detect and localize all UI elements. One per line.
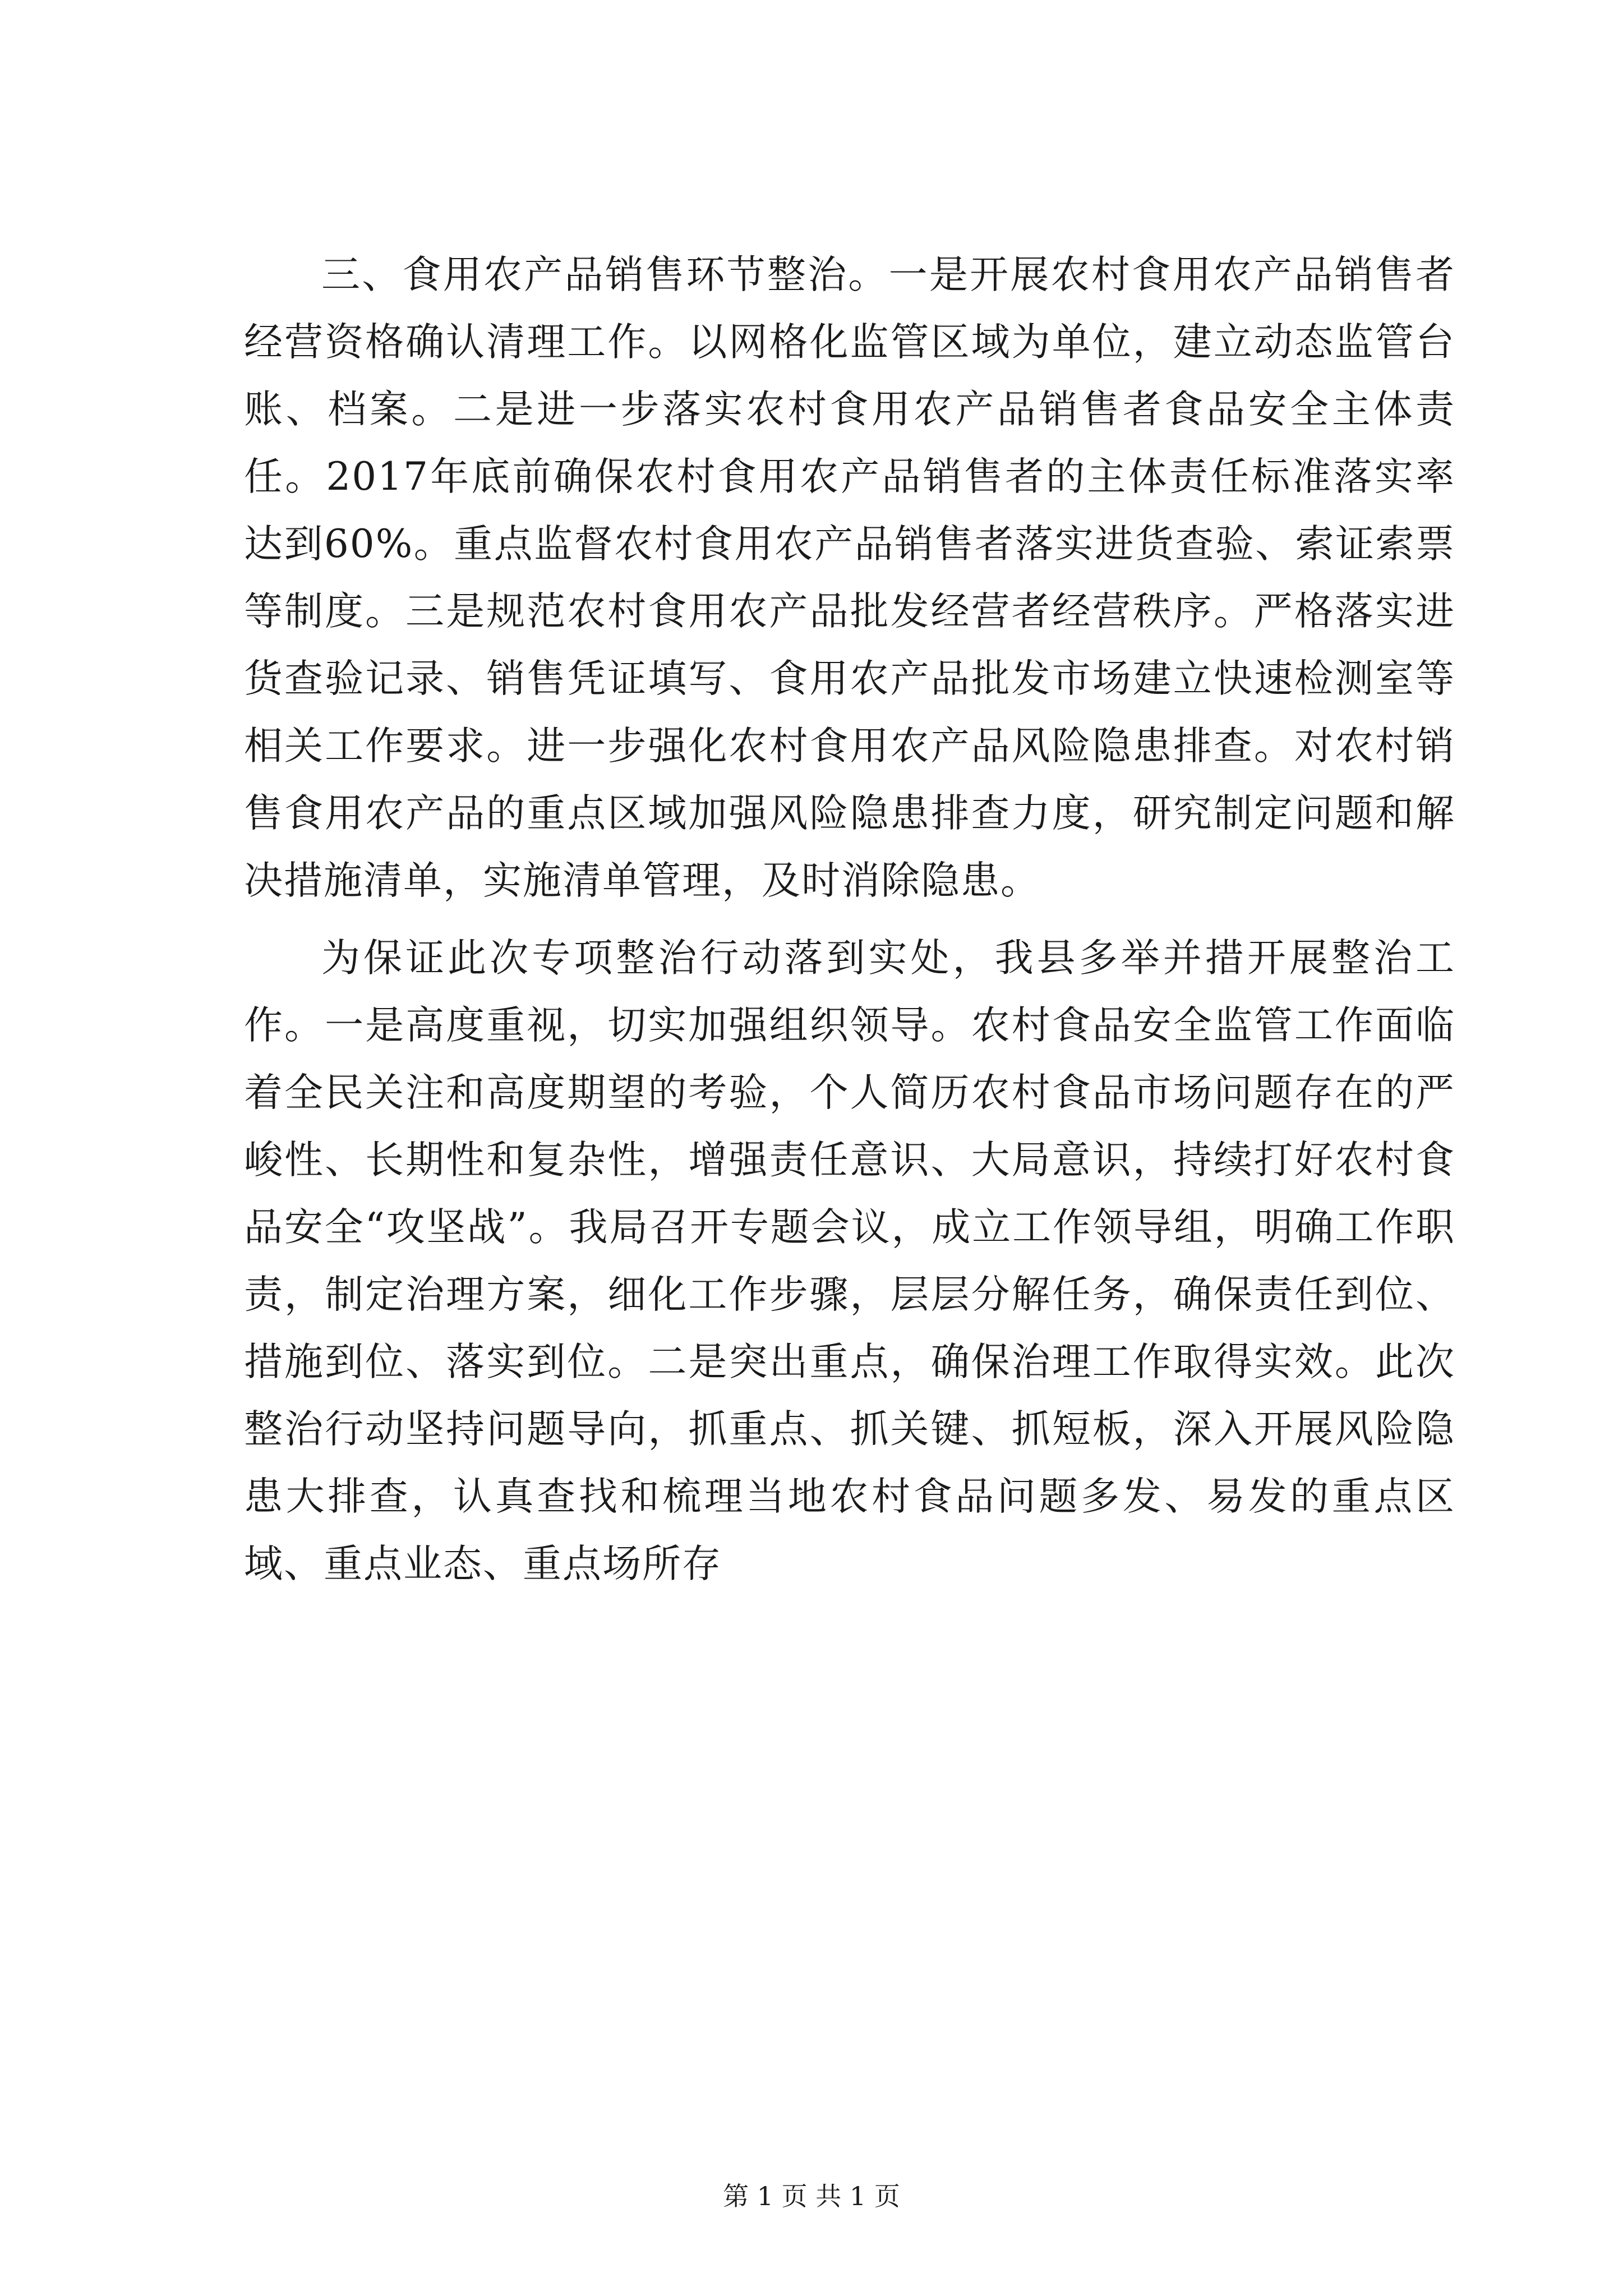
- document-body: [244, 241, 1455, 1598]
- page-footer: 第 1 页 共 1 页: [723, 2181, 900, 2211]
- paragraph-implementation-measures: 为保证此次专项整治行动落到实处，我县多举并措开展整治工作。一是高度重视，切实加强组织领导。农村食品安全监管工作面临着全民关注和高度期望的考验，个人简历农村食品市场问题存在的严峻性、长期性和复杂性，增强责任意识、大局意识，持续打好农村食品安全“攻坚战”。我局召开专题会议，成立工作领导组，明确工作职责，制定治理方案，细化工作步骤，层层分解任务，确保责任到位、措施到位、落实到位。二是突出重点，确保治理工作取得实效。此次整治行动坚持问题导向，抓重点、抓关键、抓短板，深入开展风险隐患大排查，认真查找和梳理当地农村食品问题多发、易发的重点区域、重点业态、重点场所存: [244, 936, 1455, 1586]
- paragraph-sales-rectification: 三、食用农产品销售环节整治。一是开展农村食用农产品销售者经营资格确认清理工作。以网格化监管区域为单位，建立动态监管台账、档案。二是进一步落实农村食用农产品销售者食品安全主体责任。2017年底前确保农村食用农产品销售者的主体责任标准落实率达到60%。重点监督农村食用农产品销售者落实进货查验、索证索票等制度。三是规范农村食用农产品批发经营者经营秩序。严格落实进货查验记录、销售凭证填写、食用农产品批发市场建立快速检测室等相关工作要求。进一步强化农村食用农产品风险隐患排查。对农村销售食用农产品的重点区域加强风险隐患排查力度，研究制定问题和解决措施清单，实施清单管理，及时消除隐患。: [244, 252, 1455, 903]
